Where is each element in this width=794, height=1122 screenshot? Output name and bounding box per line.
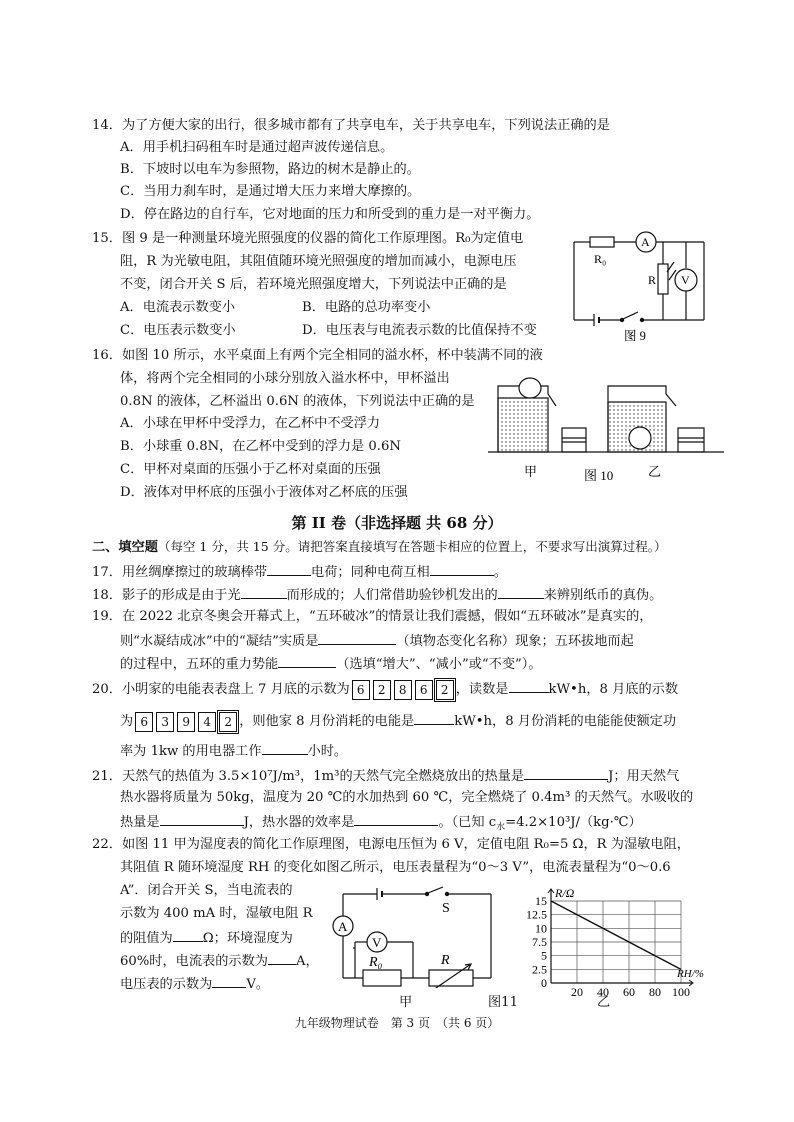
q16-option-d: D．液体对甲杯底的压强小于液体对乙杯底的压强 [120,485,408,500]
section2-note: （每空 1 分，共 15 分。请把答案直接填写在答题卡相应的位置上，不要求写出演算过程。） [157,539,667,554]
q22-text5a: 的阻值为 [120,931,173,946]
q17 [92,561,507,583]
q17-text3: 。 [493,565,507,580]
q18-blank2[interactable] [498,584,544,599]
series-line-r-vs-rh [551,901,681,969]
fig11-jia-label: 甲 [399,995,413,1010]
section2-head: 二、填空题 [92,540,158,555]
y-tick-label: 12.5 [526,907,547,922]
meter-digit: 6 [135,712,153,732]
q20-text3b: 小时。 [307,744,348,759]
meter-digit: 6 [415,680,433,700]
figure-11-graph [505,880,725,996]
q16-line3: 0.8N 的液体，乙杯溢出 0.6N 的液体，下列说法中正确的是 [120,394,475,409]
part2-title: 第 II 卷（非选择题 共 68 分） [291,514,503,532]
q18-text1: 18．影子的形成是由于光 [92,588,241,603]
q22-blank3[interactable] [212,973,246,988]
q15-line3: 不变，闭合开关 S 后，若环境光照强度增大，下列说法中正确的是 [120,277,507,292]
q21-blank2[interactable] [160,811,244,826]
q19-text3a: 的过程中，五环的重力势能 [120,657,279,672]
page-footer: 九年级物理试卷 第 3 页 （共 6 页） [294,1016,500,1030]
meter-digit: 2 [373,680,391,700]
q22-line5 [120,927,293,949]
q22-line1: 22．如图 11 甲为湿度表的简化工作原理图，电源电压恒为 6 V，定值电阻 R₀=5 Ω，R 为湿敏电阻， [92,837,690,852]
y-tick-label: 5 [541,948,547,963]
q16-option-b: B．小球重 0.8N，在乙杯中受到的浮力是 0.6N [120,439,401,454]
q14-stem: 14．为了方便大家的出行，很多城市都有了共享电车，关于共享电车，下列说法正确的是 [92,118,610,133]
q22-blank1[interactable] [173,927,203,942]
x-tick-label: 80 [649,985,661,996]
meter-digit-decimal: 2 [219,712,237,732]
x-tick-label: 60 [623,985,635,996]
q19-text3b: （选填“增大”、“减小”或“不变”）。 [336,657,542,672]
q21-line1 [92,765,679,787]
q19-line3 [120,653,542,675]
q19-line1: 19．在 2022 北京冬奥会开幕式上，“五环破冰”的情景让我们震撼，假如“五环破冰”是真实的， [92,609,653,624]
fig11-caption: 图11 [488,995,518,1010]
section2-header [92,537,666,558]
x-tick-label: 40 [597,985,609,996]
q21-text1a: 21．天然气的热值为 3.5×10⁷J/m³，1m³的天然气完全燃烧放出的热量是 [92,769,525,784]
q15-line1: 15．图 9 是一种测量环境光照强度的仪器的简化工作原理图。R₀为定值电 [92,231,524,246]
meter-reading-july [352,680,454,700]
x-tick-label: 100 [672,985,690,996]
q16-line1: 16．如图 10 所示，水平桌面上有两个完全相同的溢水杯，杯中装满不同的液 [92,348,543,363]
q20-line3 [120,740,347,762]
q22-text6a: 60%时，电流表的示数为 [120,954,268,969]
q14-option-d: D．停在路边的自行车，它对地面的压力和所受到的重力是一对平衡力。 [120,207,540,222]
meter-digit: 8 [394,680,412,700]
q16-option-a: A．小球在甲杯中受浮力，在乙杯中不受浮力 [120,416,381,431]
q15-option-b: B．电路的总功率变小 [302,300,431,315]
q21-text3a: 热量是 [120,815,160,830]
q18-blank1[interactable] [241,584,287,599]
q20-text1a: 20．小明家的电能表表盘上 7 月底的示数为 [92,682,350,697]
q21-subscript: 水 [496,822,506,833]
q20-text1b: ，读数是 [455,682,509,697]
q16-option-c: C．甲杯对桌面的压强小于乙杯对桌面的压强 [120,462,381,477]
meter-digit-decimal: 2 [436,680,454,700]
q22-line6 [120,950,319,972]
figure-11-circuit [325,886,495,988]
q19-line2 [120,630,634,652]
q21-text1b: J；用天然气 [608,769,680,784]
x-tick-label: 20 [571,985,583,996]
fig10-jia-label: 甲 [524,464,538,479]
meter-reading-august [135,712,237,732]
y-tick-label: 0 [541,976,547,990]
q21-line3 [120,811,642,838]
q21-text3b: J，热水器的效率是 [243,815,355,830]
y-tick-label: 15 [535,894,547,908]
q20-blank1[interactable] [509,678,549,693]
q15-line2: 阻，R 为光敏电阻，其阻值随环境光照强度的增加而减小，电源电压 [120,254,517,269]
q22-text6b: A， [296,954,319,969]
q14-option-b: B．下坡时以电车为参照物，路边的树木是静止的。 [120,162,420,177]
fig9-ammeter-label: A [641,235,650,249]
fig11-ammeter-label: A [338,919,348,934]
q20-line2 [120,710,676,732]
q16-line2: 体，将两个完全相同的小球分别放入溢水杯中，甲杯溢出 [120,371,450,386]
fig9-r0-label: R₀ [594,252,607,266]
meter-digit: 3 [156,712,174,732]
q17-text2: 电荷；同种电荷互相 [311,565,430,580]
q22-line4: 示数为 400 mA 时，湿敏电阻 R [120,906,313,921]
q19-blank1[interactable] [318,630,396,645]
q18-text2: 而形成的；人们常借助验钞机发出的 [286,588,498,603]
q14-option-a: A．用手机扫码租车时是通过超声波传递信息。 [120,140,394,155]
q20-text2c: kW•h，8 月份消耗的电能能使额定功 [454,714,677,729]
q22-text7b: V。 [246,977,270,992]
q19-blank2[interactable] [278,653,336,668]
q19-text2b: （填物态变化名称）现象；五环拔地而起 [396,634,634,649]
fig11-r-label: R [441,953,450,968]
q17-blank2[interactable] [430,561,494,576]
y-tick-label: 7.5 [532,935,547,949]
q14-option-c: C．当用力刹车时，是通过增大压力来增大摩擦的。 [120,184,421,199]
q15-option-a: A．电流表示数变小 [120,300,236,315]
fig11-r0-label: R₀ [369,955,383,970]
y-axis-label: R/Ω [555,886,575,900]
q18 [92,584,662,606]
figure-9-circuit [568,228,718,344]
q20-line1 [92,678,678,700]
q20-text2b: ，则他家 8 月份消耗的电能是 [239,714,415,729]
q15-option-c: C．电压表示数变小 [120,323,236,338]
q17-blank1[interactable] [267,561,311,576]
q20-text2a: 为 [120,714,134,729]
q20-text1c: kW•h，8 月底的示数 [548,682,679,697]
q19-text2a: 则“水凝结成冰”中的“凝结”实质是 [120,634,319,649]
fig10-yi-label: 乙 [648,464,662,479]
q17-text1: 17．用丝绸摩擦过的玻璃棒带 [92,565,268,580]
q15-option-d: D．电压表与电流表示数的比值保持不变 [302,323,537,338]
q22-line7 [120,973,269,995]
q20-text3a: 率为 1kw 的用电器工作 [120,744,262,759]
q22-line3: A”．闭合开关 S，当电流表的 [120,883,293,898]
q21-text3c: 。（已知 c [438,815,497,830]
meter-digit: 9 [177,712,195,732]
q22-blank2[interactable] [268,950,296,965]
q21-line2: 热水器将质量为 50kg，温度为 20 ℃的水加热到 60 ℃，完全燃烧了 0.4m³ 的天然气。水吸收的 [120,790,694,805]
fig11-switch-label: S [442,901,450,916]
fig11-voltmeter-label: V [372,935,382,950]
y-tick-label: 10 [535,921,547,936]
fig9-caption: 图 9 [624,329,646,343]
q22-line2: 其阻值 R 随环境湿度 RH 的变化如图乙所示，电压表量程为“0～3 V”，电流表量程为“0～0.6 [120,860,671,875]
q18-text3: 来辨别纸币的真伪。 [543,588,663,603]
q22-text7a: 电压表的示数为 [120,977,213,992]
y-tick-label: 2.5 [532,962,547,977]
figure-10-cups [488,372,724,484]
q22-text5b: Ω；环境湿度为 [202,931,293,946]
meter-digit: 4 [198,712,216,732]
q20-blank2[interactable] [414,710,454,725]
fig9-r-label: R [648,273,657,287]
x-axis-label: RH/% [677,968,704,980]
fig10-caption: 图 10 [584,468,614,483]
q20-blank3[interactable] [262,740,308,755]
fig9-voltmeter-label: V [681,273,690,287]
q21-blank1[interactable] [524,765,608,780]
q21-text3d: =4.2×10³J/（kg·℃） [505,815,642,830]
meter-digit: 6 [352,680,370,700]
fig11-yi-label: 乙 [597,995,611,1010]
q21-blank3[interactable] [354,811,438,826]
